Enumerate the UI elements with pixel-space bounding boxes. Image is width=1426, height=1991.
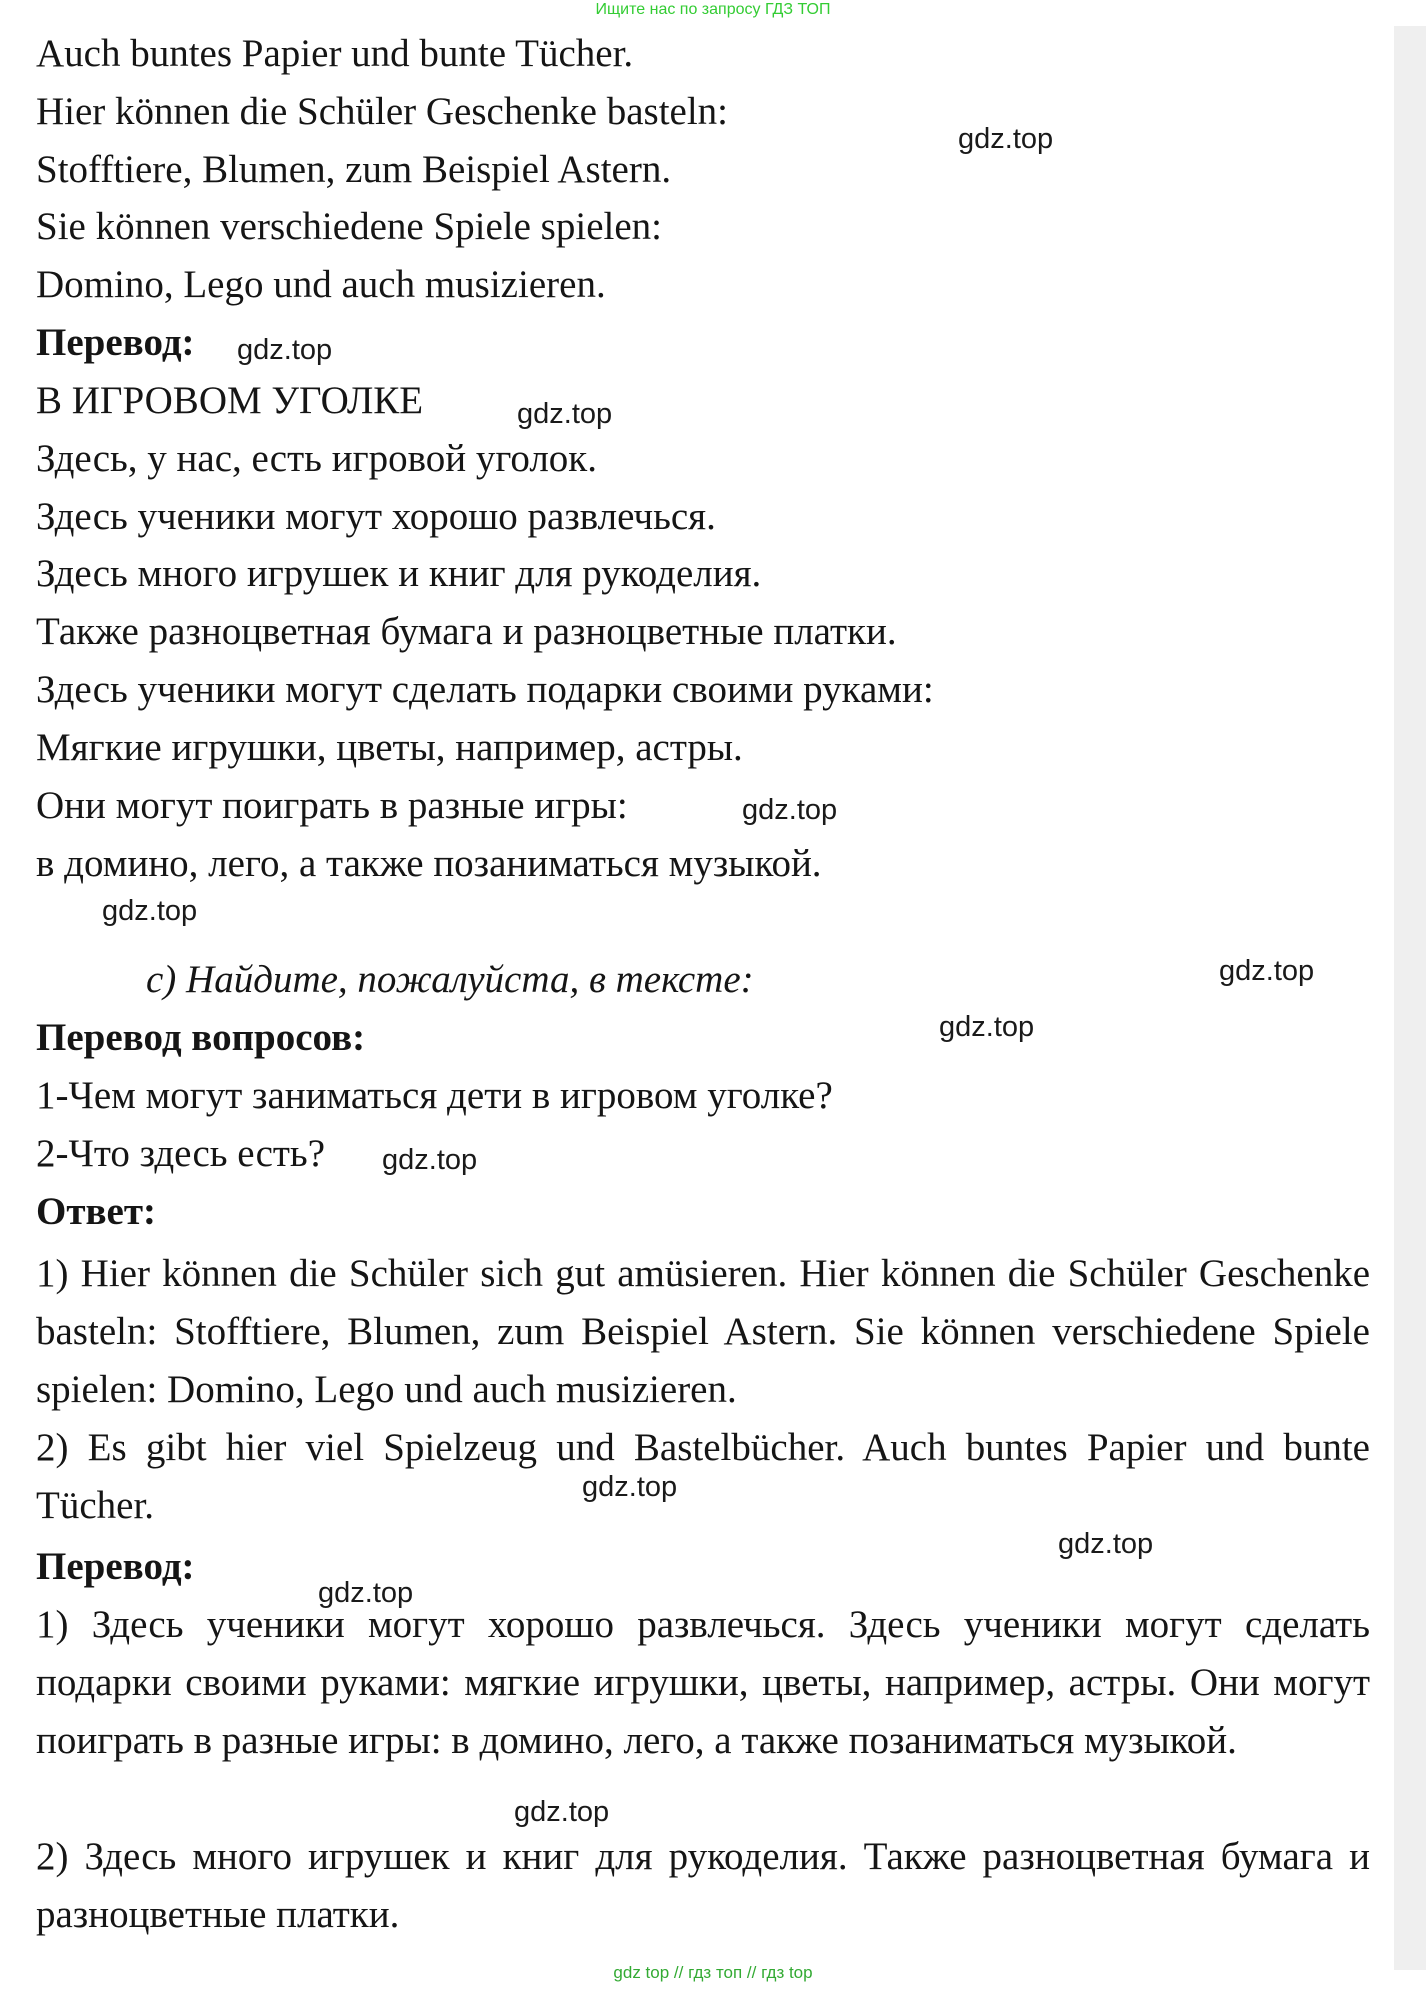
russian-line: Мягкие игрушки, цветы, например, астры. <box>36 726 743 769</box>
russian-line: Здесь ученики могут хорошо развлечься. <box>36 495 716 538</box>
task-c: c) Найдите, пожалуйста, в тексте: <box>146 958 754 1001</box>
watermark: gdz.top <box>1219 955 1315 987</box>
watermark: gdz.top <box>517 398 613 430</box>
russian-line: Здесь много игрушек и книг для рукоделия. <box>36 552 762 595</box>
footer[interactable]: gdz top // гдз топ // гдз top <box>613 1963 813 1982</box>
watermark: gdz.top <box>102 895 198 927</box>
translation-heading: Перевод: <box>36 321 195 364</box>
questions-heading: Перевод вопросов: <box>36 1016 366 1059</box>
russian-line: Здесь, у нас, есть игровой уголок. <box>36 437 598 480</box>
german-line: Stofftiere, Blumen, zum Beispiel Astern. <box>36 148 672 191</box>
watermark: gdz.top <box>514 1796 610 1828</box>
answer-translation-1: 1) Здесь ученики могут хорошо развлечься. Здесь ученики могут сделать подарки своими руками: мягкие игрушки, цветы, например, астры. Они могут поиграть в разные игры: в домино, лего, а также позаниматься музыкой. <box>36 1603 1370 1762</box>
watermark: gdz.top <box>742 794 838 826</box>
scrollbar[interactable] <box>1394 26 1426 1970</box>
translation-title: В ИГРОВОМ УГОЛКЕ <box>36 379 424 422</box>
german-line: Domino, Lego und auch musizieren. <box>36 263 606 306</box>
watermark: gdz.top <box>939 1011 1035 1043</box>
answer-translation-2: 2) Здесь много игрушек и книг для рукоделия. Также разноцветная бумага и разноцветные платки. <box>36 1835 1370 1936</box>
answer-2: 2) Es gibt hier viel Spielzeug und Bastelbücher. Auch buntes Papier und bunte Tücher. <box>36 1426 1370 1527</box>
watermark: gdz.top <box>382 1144 478 1176</box>
german-line: Sie können verschiedene Spiele spielen: <box>36 205 662 248</box>
german-line: Hier können die Schüler Geschenke basteln: <box>36 90 729 133</box>
question-1: 1-Чем могут заниматься дети в игровом уголке? <box>36 1074 833 1117</box>
answer-1: 1) Hier können die Schüler sich gut amüsieren. Hier können die Schüler Geschenke basteln: Stofftiere, Blumen, zum Beispiel Astern. Sie können verschiedene Spiele spielen: Domino, Lego und auch musizieren. <box>36 1252 1370 1411</box>
top-banner[interactable]: Ищите нас по запросу ГДЗ ТОП <box>595 1 831 18</box>
watermark: gdz.top <box>582 1471 678 1503</box>
watermark: gdz.top <box>958 123 1054 155</box>
russian-line: в домино, лего, а также позаниматься музыкой. <box>36 842 822 885</box>
russian-line: Они могут поиграть в разные игры: <box>36 784 628 827</box>
watermark: gdz.top <box>318 1577 414 1609</box>
german-line: Auch buntes Papier und bunte Tücher. <box>36 32 634 75</box>
answer-translation-heading: Перевод: <box>36 1545 195 1588</box>
russian-line: Также разноцветная бумага и разноцветные платки. <box>36 610 897 653</box>
watermark: gdz.top <box>237 334 333 366</box>
answer-heading: Ответ: <box>36 1190 157 1233</box>
russian-line: Здесь ученики могут сделать подарки своими руками: <box>36 668 934 711</box>
question-2: 2-Что здесь есть? <box>36 1132 326 1175</box>
watermark: gdz.top <box>1058 1528 1154 1560</box>
